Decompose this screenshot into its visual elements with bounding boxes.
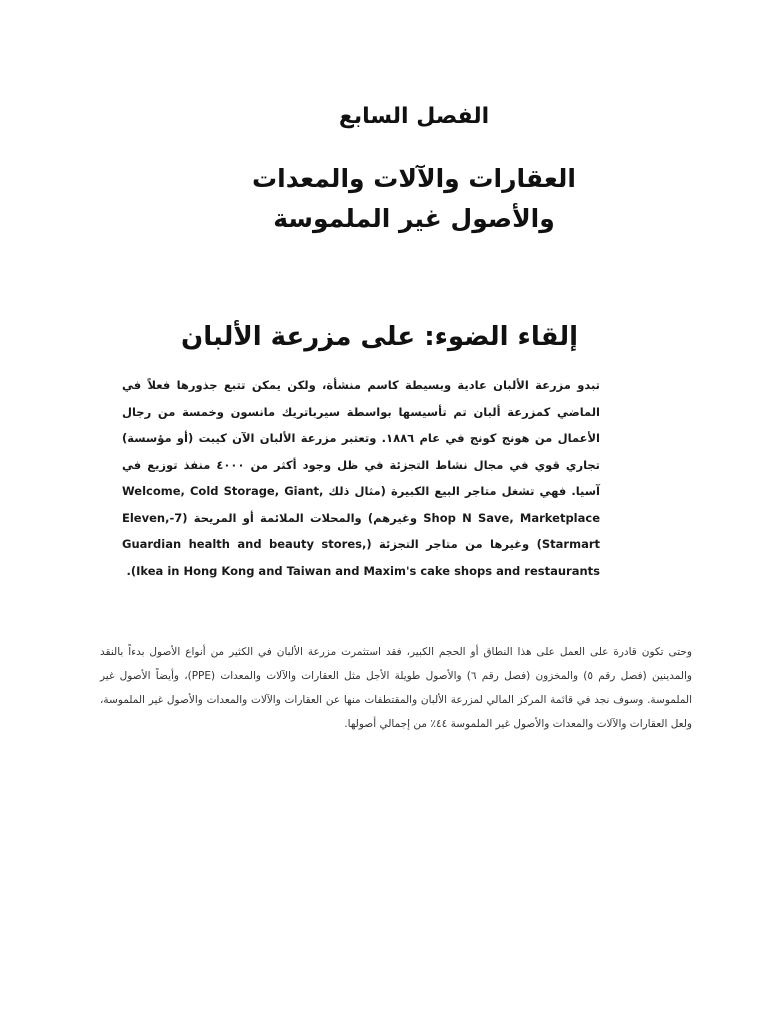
chapter-title-line-1: العقارات والآلات والمعدات	[252, 164, 576, 193]
intro-paragraph: وحتى تكون قادرة على العمل على هذا النطاق أو الحجم الكبير، فقد استثمرت مزرعة الألبان في الكثير من أنواع الأصول بدءاً بالنقد والمدينين (فصل رقم ٥) والمخزون (فصل رقم ٦) والأصول طويلة الأجل مثل العقارات والآلات والمعدات (PPE)، وأيضاً الأصول غير الملموسة. وسوف نجد في قائمة المركز المالي لمزرعة الألبان والمقتطفات منها عن العقارات والآلات والمعدات والأصول غير الملموسة، ولعل العقارات والآلات والمعدات والأصول غير الملموسة ٤٤٪ من إجمالي أصولها.	[100, 646, 692, 730]
spotlight-paragraph: تبدو مزرعة الألبان عادية وبسيطة كاسم منشأة، ولكن يمكن تتبع جذورها فعلاً في الماضي كمزرعة ألبان تم تأسيسها بواسطة سيرباتريك مانسون وخمسة من رجال الأعمال من هونج كونج في عام ١٨٨٦. وتعتبر مزرعة الألبان الآن كيبت (أو مؤسسة) تجاري قوي في مجال نشاط التجزئة في ظل وجود أكثر من ٤٠٠٠ منفذ توزيع في آسيا. فهي تشغل متاجر البيع الكبيرة (مثال ذلك Welcome, Cold Storage, Giant, Shop N Save, Marketplace وغيرهم) والمحلات الملائمة أو المريحة (7-Eleven, Starmart) وغيرها من متاجر التجزئة (Guardian health and beauty stores, Ikea in Hong Kong and Taiwan and Maxim's cake shops and restaurants).	[122, 378, 600, 578]
chapter-title-line-2: والأصول غير الملموسة	[273, 204, 555, 233]
chapter-label: الفصل السابع	[338, 104, 490, 129]
spotlight-heading: إلقاء الضوء: على مزرعة الألبان	[181, 322, 578, 352]
